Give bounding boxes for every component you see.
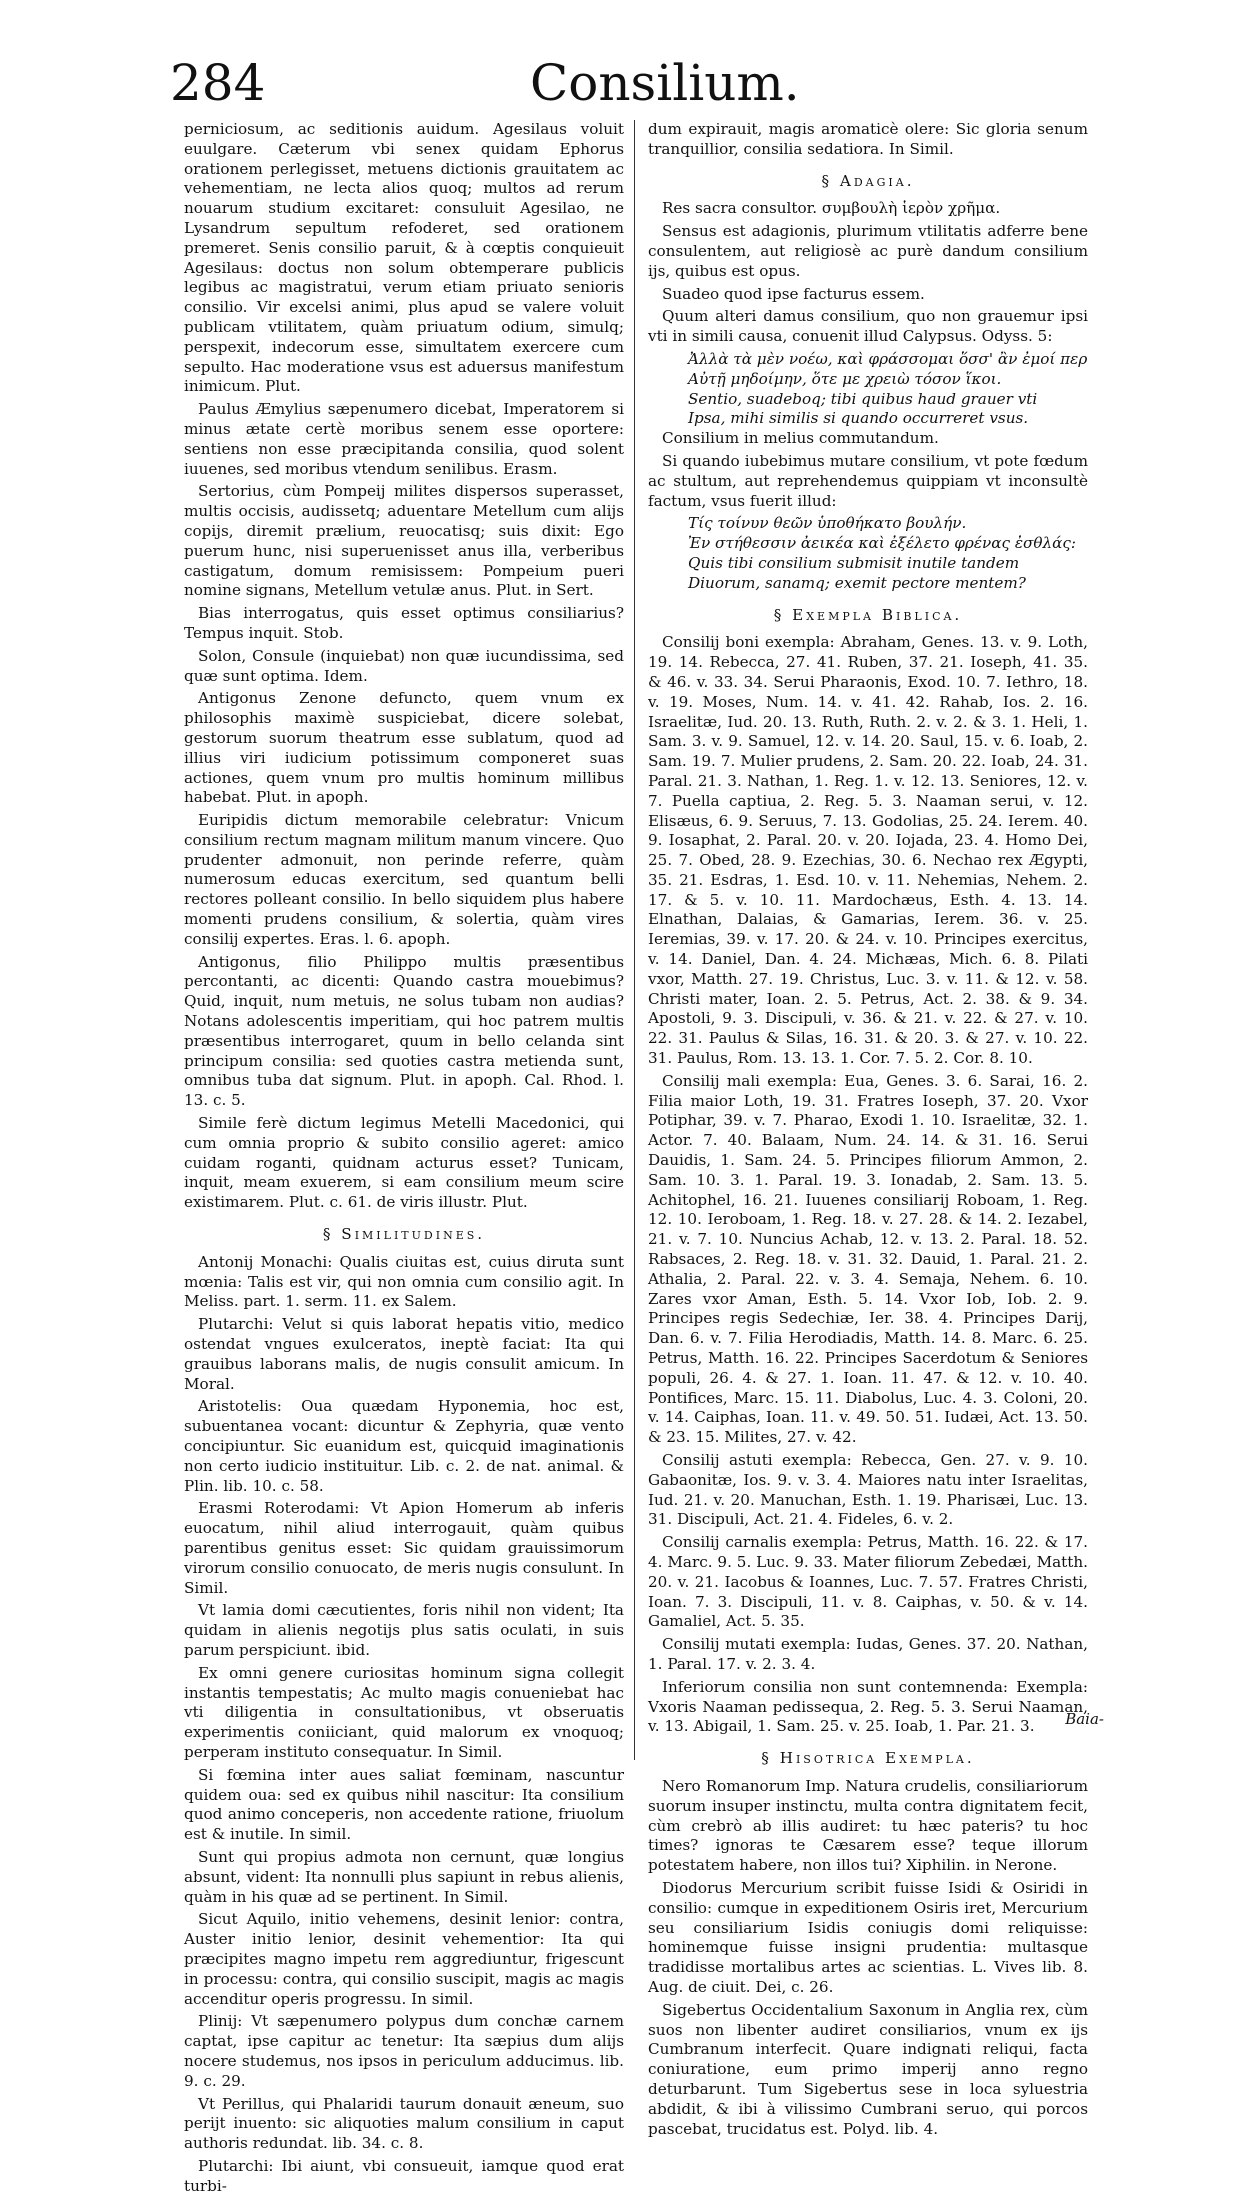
paragraph: Diodorus Mercurium scribit fuisse Isidi & Osiridi in consilio: cumque in expeditionem Osiris iret, Mercurium seu consiliarium Isidis coniugis domi reliquisse: hominemque fuisse insigni prudentia: multasque tradidisse mortalibus artes ac scientias. L. Vives lib. 8. Aug. de ciuit. Dei, c. 26. [648,1878,1088,1996]
right-column [648,120,1088,2142]
paragraph: Sensus est adagionis, plurimum vtilitatis adferre bene consulentem, aut religiosè ac purè dandum consilium ijs, quibus est opus. [648,222,1088,280]
paragraph: Antonij Monachi: Qualis ciuitas est, cuius diruta sunt mœnia: Talis est vir, qui non omnia cum consilio agit. In Meliss. part. 1. serm. 11. ex Salem. [184,1252,624,1311]
paragraph: Res sacra consultor. συμβουλὴ ἱερὸν χρῆμα. [662,199,1001,218]
paragraph: Simile ferè dictum legimus Metelli Macedonici, qui cum omnia proprio & subito consilio ageret: amico cuidam roganti, quidnam acturus esset? Tunicam, inquit, meam exuerem, si eam consilium meum scire existimarem. Plut. c. 61. de viris illustr. Plut. [184,1114,624,1212]
paragraph: Vt lamia domi cæcutientes, foris nihil non vident; Ita quidam in alienis negotijs plus satis oculati, in suis parum perspiciunt. ibid. [184,1601,624,1659]
section-heading: § Adagia. [821,171,915,190]
verse-line: Ἀλλὰ τὰ μὲν νοέω, καὶ φράσσομαι ὅσσ' ἂν ἐμοί περ [688,349,1088,368]
paragraph: Paulus Æmylius sæpenumero dicebat, Imperatorem si minus ætate certè moribus senem esse oportere: sentiens non esse præcipitanda consilia, quod solent iuuenes, sed moribus vtendum senilibus. Erasm. [184,400,624,478]
paragraph: Vt Perillus, qui Phalaridi taurum donauit æneum, suo perijt inuento: sic aliquoties malum consilium in caput authoris redundat. lib. 34. c. 8. [184,2094,624,2153]
paragraph: Consilij astuti exempla: Rebecca, Gen. 27. v. 9. 10. Gabaonitæ, Ios. 9. v. 3. 4. Maiores natu inter Israelitas, Iud. 21. v. 20. Manuchan, Esth. 1. 19. Pharisæi, Luc. 13. 31. Discipuli, Act. 21. 4. Fideles, 6. v. 2. [648,1451,1088,1529]
paragraph: Plutarchi: Velut si quis laborat hepatis vitio, medico ostendat vngues exulceratos, ineptè faciat: Ita qui grauibus laborans malis, de nugis consulit amicum. In Moral. [184,1315,624,1393]
verse-line: Ἐν στήθεσσιν ἀεικέα καὶ ἐξέλετο φρένας ἐσθλάς: [688,534,1076,553]
paragraph: Antigonus, filio Philippo multis præsentibus percontanti, ac dicenti: Quando castra mouebimus? Quid, inquit, num metuis, ne solus tubam non audias? Notans adolescentis imperitiam, qui hoc patrem multis præsentibus interrogaret, quum in bello celanda sint principum consilia: sed quoties castra metienda sunt, omnibus tuba dat signum. Plut. in apoph. Cal. Rhod. l. 13. c. 5. [184,952,624,1110]
paragraph: Si quando iubebimus mutare consilium, vt pote fœdum ac stultum, aut reprehendemus quippiam vt inconsultè factum, vsus fuerit illud: [648,451,1088,510]
paragraph: Suadeo quod ipse facturus essem. [662,284,925,303]
paragraph: dum expirauit, magis aromaticè olere: Sic gloria senum tranquillior, consilia sedatiora. In Simil. [648,120,1088,158]
paragraph: Consilij boni exempla: Abraham, Genes. 13. v. 9. Loth, 19. 14. Rebecca, 27. 41. Ruben, 37. 21. Ioseph, 41. 35. & 46. v. 33. 34. Serui Pharaonis, Exod. 10. 7. Iethro, 18. v. 19. Moses, Num. 14. v. 41. 42. Rahab, Ios. 2. 16. Israelitæ, Iud. 20. 13. Ruth, Ruth. 2. v. 2. & 3. 1. Heli, 1. Sam. 3. v. 9. Samuel, 12. v. 14. 20. Saul, 15. v. 6. Ioab, 2. Sam. 19. 7. Mulier prudens, 2. Sam. 20. 22. Ioab, 24. 31. Paral. 21. 3. Nathan, 1. Reg. 1. v. 12. 13. Seniores, 12. v. 7. Puella captiua, 2. Reg. 5. 3. Naaman serui, v. 12. Elisæus, 6. 9. Seruus, 7. 13. Godolias, 25. 24. Ierem. 40. 9. Iosaphat, 2. Paral. 20. v. 20. Iojada, 23. 4. Homo Dei, 25. 7. Obed, 28. 9. Ezechias, 30. 6. Nechao rex Ægypti, 35. 21. Esdras, 1. Esd. 10. v. 11. Nehemias, Nehem. 2. 17. & 5. v. 10. 11. Mardochæus, Esth. 4. 13. 14. Elnathan, Dalaias, & Gamarias, Ierem. 36. v. 25. Ieremias, 39. v. 17. 20. & 24. v. 10. Principes exercitus, v. 14. Daniel, Dan. 4. 24. Michæas, Mich. 6. 8. Pilati vxor, Matth. 27. 19. Christus, Luc. 3. v. 11. & 12. v. 58. Christi mater, Ioan. 2. 5. Petrus, Act. 2. 38. & 9. 34. Apostoli, 9. 3. Discipuli, v. 36. & 21. v. 22. & 27. v. 10. 22. 31. Paulus & Silas, 16. 31. & 20. 3. & 27. v. 10. 22. 31. Paulus, Rom. 13. 13. 1. Cor. 7. 5. 2. Cor. 8. 10. [648,633,1088,1068]
paragraph: Erasmi Roterodami: Vt Apion Homerum ab inferis euocatum, nihil aliud interrogauit, quàm quibus parentibus genitus esset: Sic quidam grauissimorum virorum consilio conuocato, de meris nugis consulunt. In Simil. [184,1499,624,1597]
paragraph: Sicut Aquilo, initio vehemens, desinit lenior: contra, Auster initio lenior, desinit vehementior: Ita qui præcipites magno impetu rem aggrediuntur, frigescunt in processu: contra, qui consilio suscipit, magis ac magis accenditur operis progressu. In simil. [184,1910,624,2008]
paragraph: Quum alteri damus consilium, quo non grauemur ipsi vti in simili causa, conuenit illud Calypsus. Odyss. 5: [648,307,1088,346]
paragraph: Plinij: Vt sæpenumero polypus dum conchæ carnem captat, ipse capitur ac tenetur: Ita sæpius dum alijs nocere studemus, nos ipsos in periculum adducimus. lib. 9. c. 29. [184,2012,624,2090]
paragraph: Consilij mutati exempla: Iudas, Genes. 37. 20. Nathan, 1. Paral. 17. v. 2. 3. 4. [648,1635,1088,1673]
paragraph: Sertorius, cùm Pompeij milites dispersos superasset, multis occisis, audissetq; aduentare Metellum cum alijs copijs, diremit prælium, reuocatisq; suis dixit: Ego puerum hunc, nisi superuenisset anus illa, verberibus castigatum, domum remisissem: Pompeium pueri nomine signans, Metellum vetulæ anus. Plut. in Sert. [184,482,624,600]
paragraph: Inferiorum consilia non sunt contemnenda: Exempla: Vxoris Naaman pedissequa, 2. Reg. 5. 3. Serui Naaman, v. 13. Abigail, 1. Sam. 25. v. 25. Ioab, 1. Par. 21. 3. [648,1677,1088,1736]
section-heading: § Exempla Biblica. [773,605,963,624]
catchword: Baia- [1065,1710,1104,1728]
paragraph: Solon, Consule (inquiebat) non quæ iucundissima, sed quæ sunt optima. Idem. [184,646,624,685]
verse-line: Sentio, suadeboq; tibi quibus haud grauer vti [688,389,1038,408]
paragraph: Antigonus Zenone defuncto, quem vnum ex philosophis maximè suspiciebat, dicere solebat, gestorum suorum theatrum esse sublatum, quod ad illius viri iudicium potissimum componeret suas actiones, quem vnum pro multis hominum millibus habebat. Plut. in apoph. [184,689,624,807]
paragraph: Consilij carnalis exempla: Petrus, Matth. 16. 22. & 17. 4. Marc. 9. 5. Luc. 9. 33. Mater filiorum Zebedæi, Matth. 20. v. 21. Iacobus & Ioannes, Luc. 7. 57. Fratres Christi, Ioan. 7. 3. Discipuli, 11. v. 8. Caiphas, v. 50. & v. 14. Gamaliel, Act. 5. 35. [648,1533,1088,1631]
column-divider [634,120,635,1760]
verse-line: Τίς τοίνυν θεῶν ὑποθήκατο βουλήν. [688,514,967,533]
paragraph: Ex omni genere curiositas hominum signa collegit instantis tempestatis; Ac multo magis conueniebat hac vti diligentia in consultationibus, vt obseruatis experimentis coniiciant, quid malorum ex vnoquoq; perperam instituto consequatur. In Simil. [184,1663,624,1761]
page-number: 284 [170,54,266,112]
section-heading: § Hisotrica Exempla. [761,1749,975,1768]
paragraph: Plutarchi: Ibi aiunt, vbi consueuit, iamque quod erat turbi- [184,2156,624,2195]
verse-line: Quis tibi consilium submisit inutile tandem [688,553,1020,572]
verse-line: Ipsa, mihi similis si quando occurreret vsus. [688,409,1029,428]
paragraph: Bias interrogatus, quis esset optimus consiliarius? Tempus inquit. Stob. [184,604,624,642]
paragraph: Si fœmina inter aues saliat fœminam, nascuntur quidem oua: sed ex quibus nihil nascitur: Ita consilium quod animo conceperis, non accedente ratione, friuolum est & inutile. In simil. [184,1765,624,1844]
paragraph: perniciosum, ac seditionis auidum. Agesilaus voluit euulgare. Cæterum vbi senex quidam Ephorus orationem perlegisset, metuens dictionis grauitatem ac vehementiam, ne lecta alios quoq; multos ad rerum nouarum studium excitaret: consuluit Agesilao, ne Lysandrum sepultum refoderet, sed orationem premeret. Senis consilio paruit, & à cœptis conquieuit Agesilaus: doctus non solum obtemperare publicis legibus ac magistratui, verum etiam priuato senioris consilio. Vir excelsi animi, plus apud se valere voluit publicam vtilitatem, quàm priuatum odium, simulq; perspexit, indecorum esse, simultatem exercere cum sepulto. Hac moderatione vsus est aduersus manifestum inimicum. Plut. [184,120,624,396]
verse-line: Diuorum, sanamq; exemit pectore mentem? [688,573,1026,592]
paragraph: Sigebertus Occidentalium Saxonum in Anglia rex, cùm suos non libenter audiret consiliarios, vnum ex ijs Cumbranum interfecit. Quare indignati reliqui, facta coniuratione, eum primo imperij anno regno deturbarunt. Tum Sigebertus sese in loca syluestria abdidit, & ibi à vilissimo Cumbrani seruo, qui porcos pascebat, trucidatus est. Polyd. lib. 4. [648,2000,1088,2138]
paragraph: Nero Romanorum Imp. Natura crudelis, consiliariorum suorum insuper instinctu, multa contra dignitatem fecit, cùm crebrò ab illis audiret: tu hæc pateris? tu hoc times? ignoras te Cæsarem esse? teque illorum potestatem habere, non illos tui? Xiphilin. in Nerone. [648,1776,1088,1875]
verse-line: Αὐτῇ μηδοίμην, ὅτε με χρειὼ τόσον ἵκοι. [688,369,1002,388]
paragraph: Sunt qui propius admota non cernunt, quæ longius absunt, vident: Ita nonnulli plus sapiunt in rebus alienis, quàm in his quæ ad se pertinent. In Simil. [184,1847,624,1906]
section-heading: § Similitudines. [322,1225,486,1244]
paragraph: Aristotelis: Oua quædam Hyponemia, hoc est, subuentanea vocant: dicuntur & Zephyria, quæ vento concipiuntur. Sic euanidum est, quicquid imaginationis non certo iudicio instituitur. Lib. c. 2. de nat. animal. & Plin. lib. 10. c. 58. [184,1397,624,1495]
paragraph: Euripidis dictum memorabile celebratur: Vnicum consilium rectum magnam militum manum vincere. Quo prudenter admonuit, non perinde referre, quàm numerosum educas exercitum, sed quantum belli rectores polleant consilio. In bello siquidem plus habere momenti prudens consilium, & solertia, quàm vires consilij expertes. Eras. l. 6. apoph. [184,811,624,948]
running-title: Consilium. [530,54,800,112]
left-column [184,120,624,2199]
paragraph: Consilium in melius commutandum. [662,429,939,448]
paragraph: Consilij mali exempla: Eua, Genes. 3. 6. Sarai, 16. 2. Filia maior Loth, 19. 31. Fratres Ioseph, 37. 20. Vxor Potiphar, 39. v. 7. Pharao, Exodi 1. 10. Israelitæ, 32. 1. Actor. 7. 40. Balaam, Num. 24. 14. & 31. 16. Serui Dauidis, 1. Sam. 24. 5. Principes filiorum Ammon, 2. Sam. 10. 3. 1. Paral. 19. 3. Ionadab, 2. Sam. 13. 5. Achitophel, 16. 21. Iuuenes consiliarij Roboam, 1. Reg. 12. 10. Ieroboam, 1. Reg. 18. v. 27. 28. & 14. 2. Iezabel, 21. v. 7. 10. Nuncius Achab, 12. v. 13. 2. Paral. 18. 52. Rabsaces, 2. Reg. 18. v. 31. 32. Dauid, 1. Paral. 21. 2. Athalia, 2. Paral. 22. v. 3. 4. Semaja, Nehem. 6. 10. Zares vxor Aman, Esth. 5. 14. Vxor Iob, Iob. 2. 9. Principes regis Sedechiæ, Ier. 38. 4. Principes Darij, Dan. 6. v. 7. Filia Herodiadis, Matth. 14. 8. Marc. 6. 25. Petrus, Matth. 16. 22. Principes Sacerdotum & Seniores populi, 26. 4. & 27. 1. Ioan. 11. 47. & 12. v. 10. 40. Pontifices, Marc. 15. 11. Diabolus, Luc. 4. 3. Coloni, 20. v. 14. Caiphas, Ioan. 11. v. 49. 50. 51. Iudæi, Act. 13. 50. & 23. 15. Milites, 27. v. 42. [648,1071,1088,1447]
